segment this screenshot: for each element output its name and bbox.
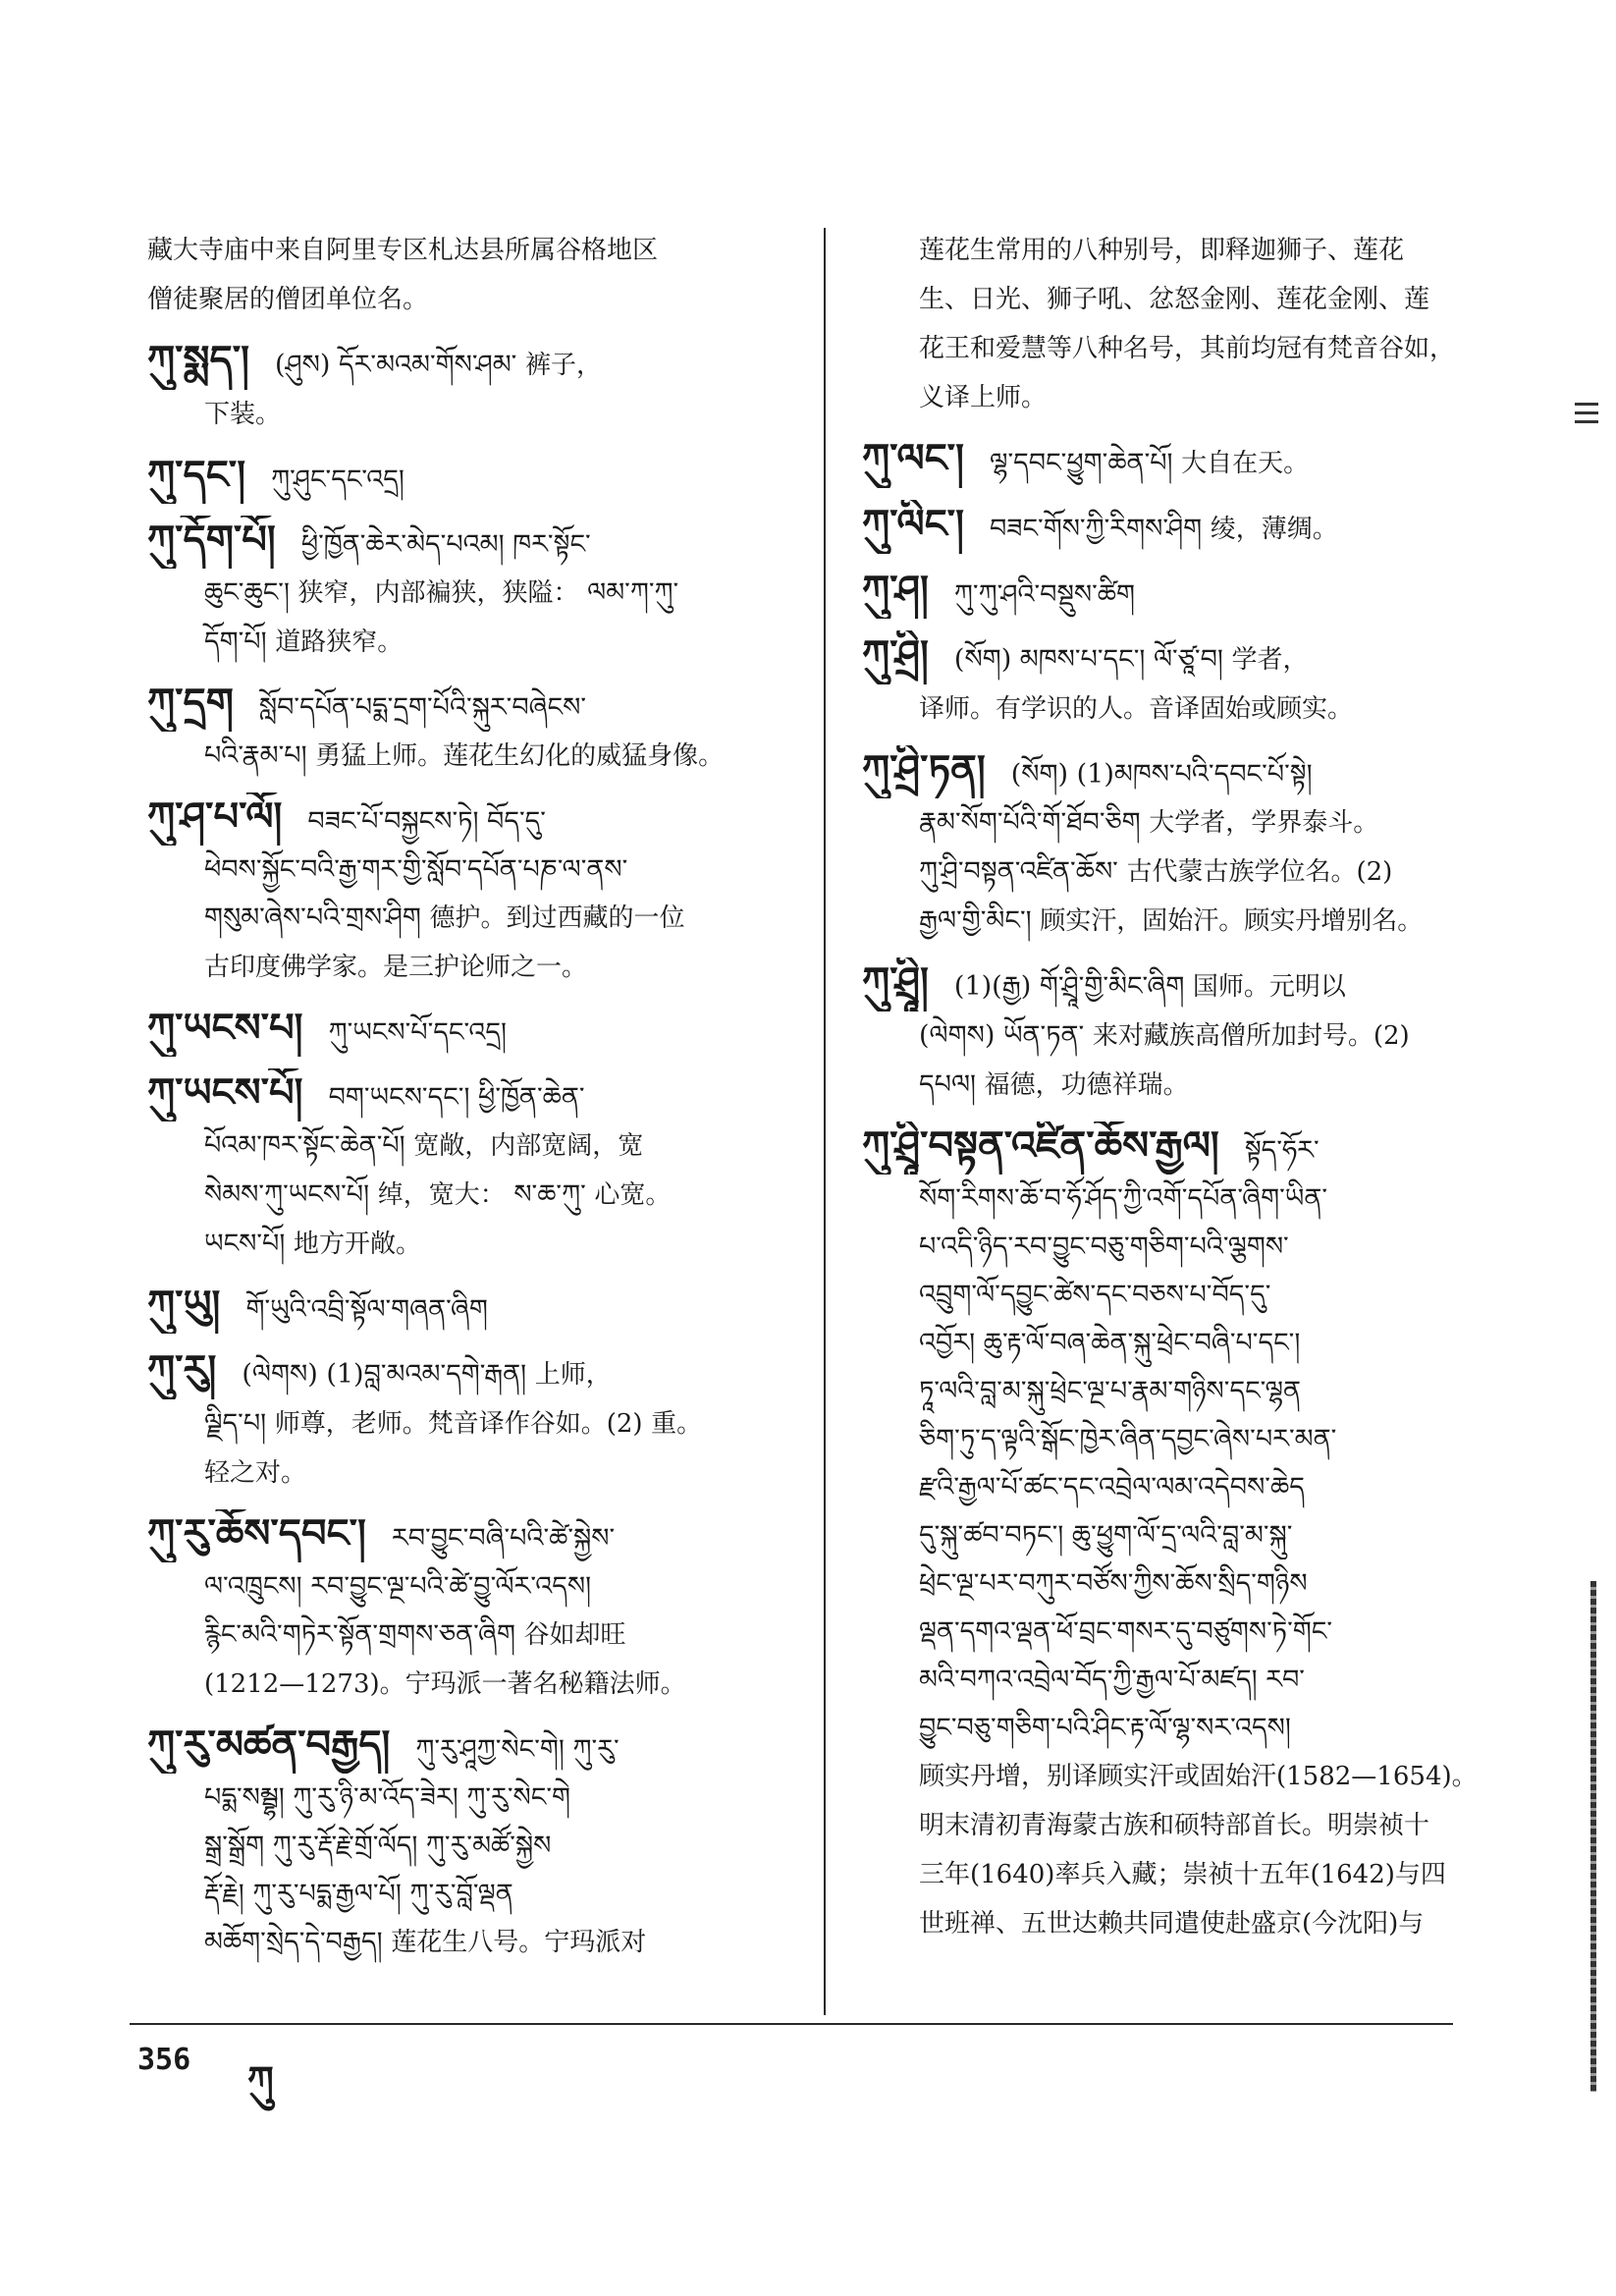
entry-line xyxy=(147,1774,785,1822)
entry-line xyxy=(862,566,1486,619)
tibetan-text: སྟོད་ཧོར་ xyxy=(1244,1135,1320,1166)
footer-rule xyxy=(130,2023,1453,2025)
tibetan-text: བག་ཡངས་དང་། ཕྱི་ཁྱོན་ཆེན་ xyxy=(328,1082,585,1113)
entry-line xyxy=(862,1850,1486,1899)
chinese-gloss: 世班禅、五世达赖共同遣使赴盛京(今沈阳)与 xyxy=(919,1909,1425,1939)
entry-line xyxy=(147,1220,785,1269)
tibetan-text: (ཤུས) དོར་མའམ་གོས་ཤམ་ xyxy=(275,350,517,380)
tibetan-text: (སོག) མཁས་པ་དང་། ལོ་ཙཱ་བ། xyxy=(953,644,1223,675)
tibetan-text: ཀུ་ཤུང་དང་འདྲ། xyxy=(271,465,404,495)
tibetan-text: རྡོ་རྗེ། ཀུ་རུ་པདྨ་རྒྱལ་པོ། ཀུ་རུ་བློ་ལྡན xyxy=(204,1879,513,1909)
tibetan-text: ས་ཆ་ཀུ་ xyxy=(513,1179,586,1210)
entry-kudrag xyxy=(147,679,785,781)
tibetan-text: བཟང་གོས་ཀྱི་རིགས་ཤིག xyxy=(989,514,1203,544)
tibetan-text: རྫའི་རྒྱལ་པོ་ཚང་དང་འབྲེལ་ལམ་འདེབས་ཆེད xyxy=(919,1472,1305,1503)
headword: ཀུ་དྲག xyxy=(147,680,234,726)
tibetan-text: གོ་ཡུའི་འབྲི་སྟོལ་གཞན་ཞིག xyxy=(245,1294,488,1325)
chinese-gloss: 义译上师。 xyxy=(919,383,1048,412)
entry-line xyxy=(147,1721,785,1774)
tibetan-text: ཏཱ་ལའི་བླ་མ་སྐུ་ཕྲེང་ལྔ་པ་རྣམ་གཉིས་དང་ལྷན xyxy=(919,1376,1302,1406)
chinese-gloss: 明末清初青海蒙古族和硕特部首长。明崇祯十 xyxy=(919,1811,1430,1840)
entry-line xyxy=(862,1121,1486,1175)
chinese-gloss: 莲花生常用的八种别号，即释迦狮子、莲花 xyxy=(919,236,1405,265)
headword: ཀུ་ལང་། xyxy=(862,435,964,481)
entry-kushri2 xyxy=(862,957,1486,1110)
entry-line xyxy=(862,745,1486,798)
entry-line xyxy=(862,1559,1486,1608)
chinese-gloss: 福德，功德祥瑞。 xyxy=(984,1070,1189,1100)
entry-kuyangspa xyxy=(147,1004,785,1057)
entry-line xyxy=(862,1608,1486,1656)
entry-line xyxy=(147,1449,785,1498)
chinese-gloss: 顾实汗，固始汗。顾实丹增别名。 xyxy=(1040,906,1424,936)
headword: ཀུ་ཡངས་པ། xyxy=(147,1005,303,1051)
headword: ཀུ་ཤྲི་ཏན། xyxy=(862,746,986,793)
entry-line xyxy=(862,847,1486,897)
entry-line xyxy=(862,324,1486,373)
entry-line xyxy=(862,1511,1486,1559)
entry-line xyxy=(147,1509,785,1562)
tibetan-text: ཀུ་རུ་ཤཱཀྱ་སེང་གེ། ཀུ་རུ་ xyxy=(415,1734,619,1765)
headword: ཀུ་ཤ་པ་ལོ། xyxy=(147,793,283,840)
entry-line xyxy=(147,679,785,732)
entry-line xyxy=(147,226,785,275)
tibetan-text: ཕྱི་ཁྱོན་ཆེར་མེད་པའམ། ཁར་སྟོང་ xyxy=(300,529,591,560)
entry-line xyxy=(862,1271,1486,1319)
chinese-gloss: 宽敞，内部宽阔，宽 xyxy=(413,1131,644,1161)
page-number: 356 xyxy=(137,2043,191,2077)
tibetan-text: ཆུང་ཆུང་། xyxy=(204,577,290,608)
tibetan-text: ཀུ་ཡངས་པོ་དང་འདྲ། xyxy=(328,1017,507,1048)
edge-marks xyxy=(1575,403,1604,429)
chinese-gloss: 心宽。 xyxy=(594,1180,672,1210)
entry-line xyxy=(147,1870,785,1918)
chinese-gloss: 莲花生八号。宁玛派对 xyxy=(391,1928,647,1957)
tibetan-text: པ་འདི་ཉིད་རབ་བྱུང་བཅུ་གཅིག་པའི་ལྕགས་ xyxy=(919,1231,1289,1262)
tibetan-text: ཕྲེང་ལྔ་པར་བཀུར་བཙོས་ཀྱིས་ཆོས་སྲིད་གཉིས xyxy=(919,1568,1308,1599)
chinese-gloss: 来对藏族高僧所加封号。(2) xyxy=(1092,1021,1410,1051)
tibetan-text: སོག་རིགས་ཆོ་བ་ཧོ་ཤོད་ཀྱི་འགོ་དཔོན་ཞིག་ཡིན་ xyxy=(919,1183,1328,1214)
tibetan-text: ལྡན་དགའ་ལྡན་ཕོ་བྲང་གསར་དུ་བཙུགས་ཏེ་གོང་ xyxy=(919,1616,1333,1647)
column-divider xyxy=(824,228,826,2015)
entry-line xyxy=(862,1752,1486,1801)
chinese-gloss: 地方开敞。 xyxy=(293,1230,421,1259)
tibetan-text: སྒྲ་སྒྲོག ཀུ་རུ་རྡོ་རྗེ་གྲོ་ལོད། ཀུ་རུ་མཚོ་སྐྱེས xyxy=(204,1831,552,1861)
entry-line xyxy=(862,1367,1486,1415)
headword: ཀུ་ཤྲི། xyxy=(862,631,929,678)
entry-kushri xyxy=(862,630,1486,734)
entry-kusmad xyxy=(147,336,785,439)
tibetan-text: (སོག) (1)མཁས་པའི་དབང་པོ་སྟེ། xyxy=(1010,759,1313,790)
headword: ཀུ་དོག་པོ། xyxy=(147,517,276,563)
headword: ཀུ་ཤ། xyxy=(862,567,929,613)
chinese-gloss: 师尊，老师。梵音译作谷如。(2) xyxy=(274,1409,643,1439)
entry-line xyxy=(147,1121,785,1171)
entry-line xyxy=(862,684,1486,734)
tibetan-text: རྒྱལ་གྱི་མིང་། xyxy=(919,905,1032,936)
entry-line xyxy=(147,1171,785,1220)
chinese-gloss: 三年(1640)率兵入藏；崇祯十五年(1642)与四 xyxy=(919,1860,1446,1889)
entry-line xyxy=(147,1345,785,1399)
tibetan-text: འབྱོར། ཆུ་རྟ་ལོ་བཞ་ཆེན་སྐུ་ཕྲེང་བཞི་པ་དང་། xyxy=(919,1328,1301,1358)
edge-tick xyxy=(1575,403,1598,406)
entry-kulang xyxy=(862,434,1486,488)
entry-continuation xyxy=(862,226,1486,422)
edge-bar xyxy=(1590,1581,1596,2092)
chinese-gloss: 谷如却旺 xyxy=(523,1620,626,1650)
entry-line xyxy=(147,516,785,569)
tibetan-text: མའི་བཀའ་འབྲེལ་བོད་ཀྱི་རྒྱལ་པོ་མཛད། རབ་ xyxy=(919,1665,1305,1695)
tibetan-text: བཟང་པོ་བསྐྱངས་ཏེ། བོད་དུ་ xyxy=(307,806,546,837)
headword: ཀུ་རུ་ཆོས་དབང་། xyxy=(147,1510,366,1557)
entry-line xyxy=(147,618,785,667)
tibetan-text: (1)(རྒྱ) གོ་ཤྲཱི་གྱི་མིང་ཞིག xyxy=(953,971,1185,1002)
chinese-gloss: 上师， xyxy=(534,1360,612,1390)
tibetan-text: ལྗིད་པ། xyxy=(204,1408,267,1439)
entry-line xyxy=(147,943,785,992)
chinese-gloss: 德护。到过西藏的一位 xyxy=(429,903,685,933)
entry-continuation xyxy=(147,226,785,324)
entry-line xyxy=(862,1061,1486,1110)
tibetan-text: ཕེབས་སྐྱོང་བའི་རྒྱ་གར་གྱི་སློབ་དཔོན་པཎ་ལ་ནས་ xyxy=(204,854,628,885)
entry-line xyxy=(862,500,1486,554)
entry-kusha xyxy=(862,566,1486,619)
entry-kushritan xyxy=(862,745,1486,946)
entry-line xyxy=(862,1899,1486,1948)
chinese-gloss: (1212—1273)。宁玛派一著名秘籍法师。 xyxy=(204,1669,686,1699)
chinese-gloss: 古代蒙古族学位名。(2) xyxy=(1126,857,1393,887)
entry-line xyxy=(862,1656,1486,1704)
headword: ཀུ་ལིང་། xyxy=(862,501,964,547)
chinese-gloss: 顾实丹增，别译顾实汗或固始汗(1582—1654)。 xyxy=(919,1762,1478,1791)
entry-line xyxy=(147,1611,785,1660)
entry-line xyxy=(862,226,1486,275)
tibetan-text: དོག་པོ། xyxy=(204,627,267,657)
entry-line xyxy=(147,1562,785,1611)
entry-line xyxy=(147,1004,785,1057)
chinese-gloss: 僧徒聚居的僧团单位名。 xyxy=(147,285,429,314)
entry-line xyxy=(862,897,1486,946)
entry-line xyxy=(147,336,785,390)
tibetan-text: (ལེགས) (1)བླ་མའམ་དགེ་རྒན། xyxy=(242,1359,527,1390)
tibetan-text: རྙིང་མའི་གཏེར་སྟོན་གྲགས་ཅན་ཞིག xyxy=(204,1619,515,1650)
headword: ཀུ་ཡུ། xyxy=(147,1282,221,1328)
chinese-gloss: 藏大寺庙中来自阿里专区札达县所属谷格地区 xyxy=(147,236,659,265)
edge-tick xyxy=(1575,420,1598,423)
tibetan-text: རྣམ་སོག་པོའི་གོ་ཐོབ་ཅིག xyxy=(919,807,1141,838)
chinese-gloss: 古印度佛学家。是三护论师之一。 xyxy=(204,953,588,982)
tibetan-text: པོའམ་ཁར་སྟོང་ཆེན་པོ། xyxy=(204,1130,405,1161)
tibetan-text: གསུམ་ཞེས་པའི་གྲས་ཤིག xyxy=(204,902,421,933)
entry-line xyxy=(147,275,785,324)
entry-line xyxy=(862,1319,1486,1367)
entry-line xyxy=(862,798,1486,847)
chinese-gloss: 轻之对。 xyxy=(204,1458,307,1488)
chinese-gloss: 绰，宽大： xyxy=(377,1180,506,1210)
entry-line xyxy=(147,793,785,846)
chinese-gloss: 国师。元明以 xyxy=(1192,972,1346,1002)
entry-line xyxy=(862,957,1486,1011)
entry-line xyxy=(862,1223,1486,1271)
entry-kurumtshanbrgyad xyxy=(147,1721,785,1967)
tibetan-text: རབ་བྱུང་བཞི་པའི་ཚེ་སྐྱེས་ xyxy=(391,1523,616,1554)
entry-line xyxy=(147,1822,785,1870)
tibetan-text: དཔལ། xyxy=(919,1069,976,1100)
chinese-gloss: 大自在天。 xyxy=(1181,449,1310,478)
chinese-gloss: 道路狭窄。 xyxy=(275,628,404,657)
entry-line xyxy=(147,732,785,781)
entry-kuru xyxy=(147,1345,785,1498)
headword: ཀུ་རུ། xyxy=(147,1346,217,1393)
chinese-gloss: 狭窄，内部褊狭，狭隘： xyxy=(297,578,579,608)
tibetan-text: འབྲུག་ལོ་དབྱུང་ཚེས་དང་བཅས་པ་བོད་དུ་ xyxy=(919,1280,1271,1310)
tibetan-text: མཆོག་སྲེད་དེ་བརྒྱད། xyxy=(204,1927,383,1957)
entry-line xyxy=(862,1175,1486,1223)
entry-line xyxy=(147,1399,785,1449)
entry-line xyxy=(147,1660,785,1709)
chinese-gloss: 下装。 xyxy=(204,400,282,429)
headword: ཀུ་ཤྲཱི། xyxy=(862,958,929,1005)
entry-line xyxy=(147,390,785,439)
edge-tick xyxy=(1575,411,1598,414)
entry-kushribstanvdzinchosrgyal xyxy=(862,1121,1486,1948)
entry-line xyxy=(862,1801,1486,1850)
entry-line xyxy=(147,1068,785,1121)
tibetan-text: (ལེགས) ཡོན་ཏན་ xyxy=(919,1020,1085,1051)
entry-line xyxy=(147,894,785,943)
tibetan-text: ལམ་ཀ་ཀུ་ xyxy=(587,577,679,608)
entry-kushapalo xyxy=(147,793,785,992)
entry-line xyxy=(862,434,1486,488)
entry-kudang xyxy=(147,451,785,504)
chinese-gloss: 重。 xyxy=(651,1409,703,1439)
tibetan-text: པའི་རྣམ་པ། xyxy=(204,740,307,771)
entry-line xyxy=(862,1011,1486,1061)
tibetan-text: ལྷ་དབང་ཕྱུག་ཆེན་པོ། xyxy=(989,448,1173,478)
headword: ཀུ་སྨད་། xyxy=(147,337,249,383)
entry-line xyxy=(862,275,1486,324)
chinese-gloss: 绫，薄绸。 xyxy=(1210,515,1338,544)
chinese-gloss: 学者， xyxy=(1231,645,1309,675)
tibetan-text: བྱུང་བཅུ་གཅིག་པའི་ཤིང་རྟ་ལོ་ལྷ་སར་འདས། xyxy=(919,1713,1291,1743)
entry-line xyxy=(862,1704,1486,1752)
chinese-gloss: 大学者，学界泰斗。 xyxy=(1149,808,1379,838)
entry-kuruchosdbang xyxy=(147,1509,785,1709)
headword: ཀུ་ཤྲཱི་བསྟན་འཛིན་ཆོས་རྒྱལ། xyxy=(862,1122,1219,1169)
entry-line xyxy=(147,1918,785,1967)
entry-line xyxy=(147,846,785,894)
entry-line xyxy=(147,1281,785,1334)
entry-line xyxy=(147,451,785,504)
tibetan-text: ཀུ་ཀུ་ཤའི་བསྡུས་ཚིག xyxy=(953,579,1135,610)
entry-kudogpo xyxy=(147,516,785,667)
entry-line xyxy=(862,373,1486,422)
tibetan-text: སེམས་ཀུ་ཡངས་པོ། xyxy=(204,1179,370,1210)
entry-kuling xyxy=(862,500,1486,554)
chinese-gloss: 裤子， xyxy=(524,351,602,380)
tibetan-text: དུ་སྐུ་ཚབ་བཏང་། ཆུ་ཕྱུག་ལོ་དྲ་ལའི་བླ་མ་སྐུ་ xyxy=(919,1520,1293,1551)
right-column xyxy=(862,226,1486,1960)
tibetan-text: པདྨ་སམྦྷ། ཀུ་རུ་ཉི་མ་འོད་ཟེར། ཀུ་རུ་སེང་གེ xyxy=(204,1782,570,1813)
headword: ཀུ་དང་། xyxy=(147,452,246,498)
chinese-gloss: 译师。有学识的人。音译固始或顾实。 xyxy=(919,694,1354,724)
chinese-gloss: 勇猛上师。莲花生幻化的威猛身像。 xyxy=(315,741,725,771)
entry-kuyu xyxy=(147,1281,785,1334)
tibetan-text: ལ་འཁྲུངས། རབ་བྱུང་ལྔ་པའི་ཚེ་བྱུ་ལོར་འདས། xyxy=(204,1571,592,1602)
left-column xyxy=(147,226,785,1979)
tibetan-text: ཅིག་ཏུ་ད་ལྟའི་སྒོང་ཁྱེར་ཞིན་དབྱང་ཞེས་པར་མན་ xyxy=(919,1424,1337,1454)
entry-line xyxy=(862,630,1486,684)
headword: ཀུ་ཡངས་པོ། xyxy=(147,1069,303,1116)
headword: ཀུ་རུ་མཚན་བརྒྱད། xyxy=(147,1722,391,1768)
chinese-gloss: 生、日光、狮子吼、忿怒金刚、莲花金刚、莲 xyxy=(919,285,1430,314)
entry-line xyxy=(862,1463,1486,1511)
entry-line xyxy=(147,569,785,618)
section-letter: ཀུ xyxy=(247,2057,274,2102)
entry-line xyxy=(862,1415,1486,1463)
tibetan-text: ཡངས་པོ། xyxy=(204,1229,286,1259)
chinese-gloss: 花王和爱慧等八种名号，其前均冠有梵音谷如， xyxy=(919,334,1456,363)
tibetan-text: སློབ་དཔོན་པདྨ་དྲག་པོའི་སྐུར་བཞེངས་ xyxy=(258,692,587,723)
tibetan-text: ཀུ་ཤྲི་བསྟན་འཛིན་ཆོས་ xyxy=(919,856,1118,887)
entry-kuyangspo xyxy=(147,1068,785,1269)
